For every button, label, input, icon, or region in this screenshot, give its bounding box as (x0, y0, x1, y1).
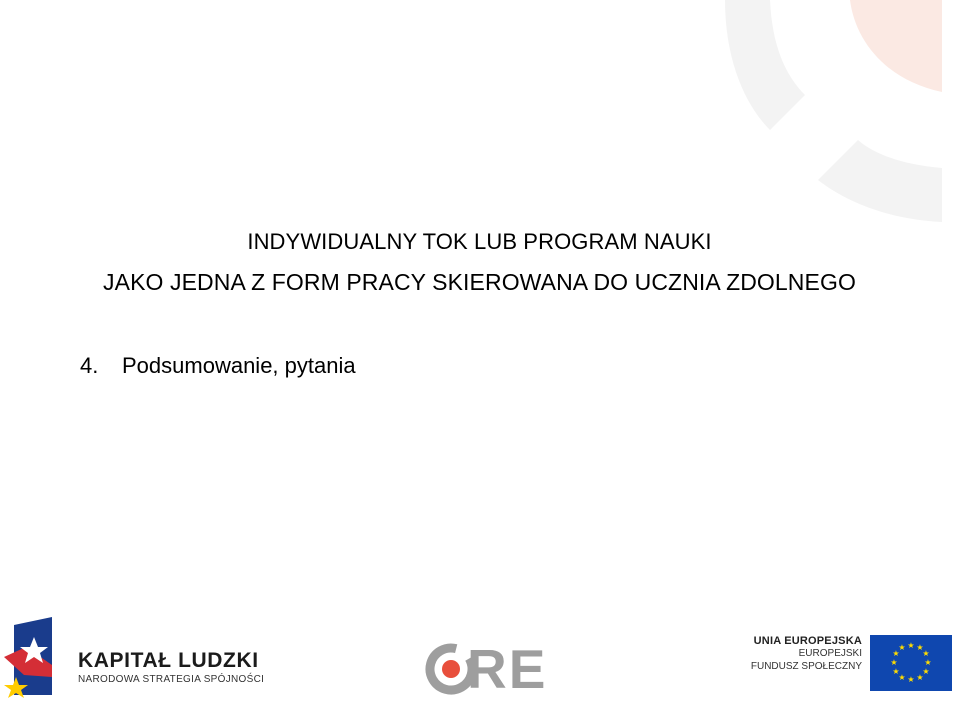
svg-text:★: ★ (898, 643, 906, 652)
slide-title-line-1: INDYWIDUALNY TOK LUB PROGRAM NAUKI (247, 229, 712, 254)
list-item-text: Podsumowanie, pytania (122, 353, 356, 378)
eu-line-3: FUNDUSZ SPOŁECZNY (750, 661, 862, 672)
svg-text:★: ★ (916, 673, 924, 682)
ore-text: RE (467, 638, 548, 700)
list-item (80, 353, 356, 379)
svg-text:★: ★ (922, 667, 930, 676)
slide-title-line-2: JAKO JEDNA Z FORM PRACY SKIEROWANA DO UCZNIA ZDOLNEGO (103, 269, 856, 295)
footer-logos (0, 605, 959, 705)
svg-text:★: ★ (922, 649, 930, 658)
svg-text:★: ★ (924, 658, 932, 667)
kapital-ludzki-emblem-icon (4, 617, 64, 699)
ore-logo (425, 640, 560, 698)
eu-line-2: EUROPEJSKI (798, 648, 862, 659)
list-item-number: 4. (80, 353, 99, 378)
svg-text:★: ★ (907, 675, 915, 684)
eu-text-block (740, 635, 862, 673)
kapital-ludzki-logo (4, 617, 279, 702)
svg-text:★: ★ (890, 658, 898, 667)
svg-text:★: ★ (892, 649, 900, 658)
svg-text:★: ★ (907, 641, 915, 650)
eu-flag-icon (870, 635, 952, 691)
kapital-ludzki-subtitle: NARODOWA STRATEGIA SPÓJNOŚCI (78, 674, 265, 685)
agenda-list (80, 353, 356, 379)
svg-text:★: ★ (898, 673, 906, 682)
eu-line-1: UNIA EUROPEJSKA (753, 635, 862, 647)
svg-text:★: ★ (916, 643, 924, 652)
kapital-ludzki-title: KAPITAŁ LUDZKI (78, 649, 259, 672)
svg-text:★: ★ (892, 667, 900, 676)
